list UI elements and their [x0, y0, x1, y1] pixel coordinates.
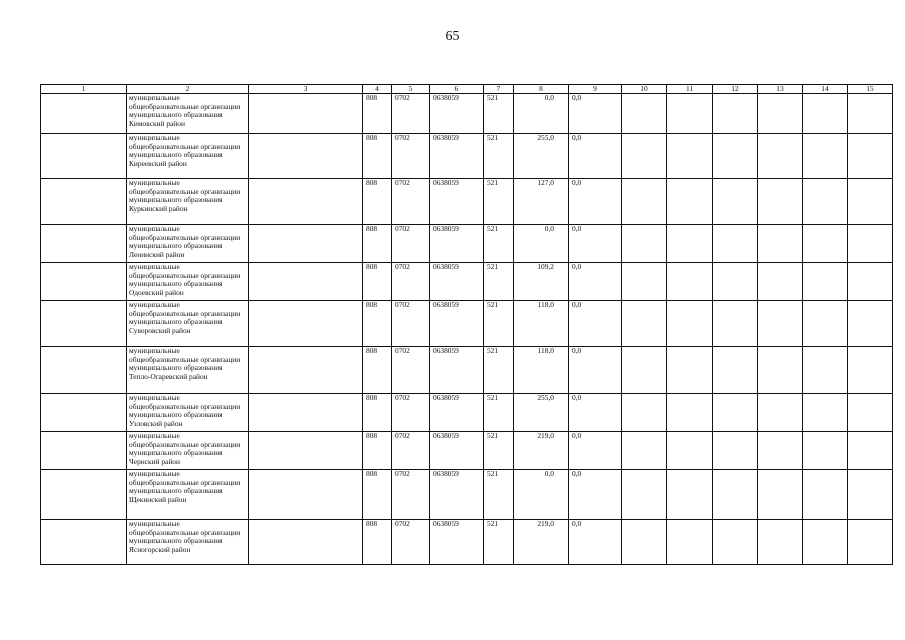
- cell-c6: 0638059: [430, 520, 484, 565]
- cell-c5: 0702: [392, 394, 430, 432]
- empty-cell: [713, 347, 758, 394]
- table-row: [41, 134, 893, 179]
- empty-cell: [803, 263, 848, 301]
- cell-c9: 0,0: [569, 94, 622, 134]
- cell-c4: 808: [363, 347, 392, 394]
- cell-c7: 521: [484, 179, 514, 225]
- cell-c8: 219,0: [514, 520, 569, 565]
- cell-c7: 521: [484, 225, 514, 263]
- cell-name: муниципальные общеобразовательные организации муниципального образования Суворовский район: [127, 301, 249, 347]
- cell-c7: 521: [484, 432, 514, 470]
- empty-cell: [41, 263, 127, 301]
- empty-cell: [622, 301, 667, 347]
- header-cell: 9: [569, 85, 622, 94]
- empty-cell: [758, 225, 803, 263]
- cell-name: муниципальные общеобразовательные организации муниципального образования Чернский район: [127, 432, 249, 470]
- header-cell: 8: [514, 85, 569, 94]
- cell-name: муниципальные общеобразовательные организации муниципального образования Одоевский район: [127, 263, 249, 301]
- empty-cell: [622, 263, 667, 301]
- empty-cell: [848, 263, 893, 301]
- cell-c6: 0638059: [430, 134, 484, 179]
- budget-table: [40, 84, 893, 565]
- empty-cell: [667, 263, 713, 301]
- header-cell: 13: [758, 85, 803, 94]
- table-row: [41, 301, 893, 347]
- header-cell: 3: [249, 85, 363, 94]
- cell-c6: 0638059: [430, 432, 484, 470]
- empty-cell: [41, 94, 127, 134]
- empty-cell: [249, 347, 363, 394]
- table-row: [41, 394, 893, 432]
- cell-c9: 0,0: [569, 263, 622, 301]
- table-row: [41, 347, 893, 394]
- cell-c5: 0702: [392, 470, 430, 520]
- header-cell: 14: [803, 85, 848, 94]
- header-cell: 6: [430, 85, 484, 94]
- empty-cell: [667, 470, 713, 520]
- empty-cell: [848, 225, 893, 263]
- empty-cell: [758, 520, 803, 565]
- cell-c7: 521: [484, 394, 514, 432]
- header-row: [41, 85, 893, 94]
- empty-cell: [622, 520, 667, 565]
- empty-cell: [848, 94, 893, 134]
- empty-cell: [848, 520, 893, 565]
- empty-cell: [41, 347, 127, 394]
- cell-c6: 0638059: [430, 179, 484, 225]
- empty-cell: [41, 301, 127, 347]
- empty-cell: [249, 394, 363, 432]
- empty-cell: [803, 179, 848, 225]
- cell-c9: 0,0: [569, 470, 622, 520]
- cell-c7: 521: [484, 134, 514, 179]
- cell-c5: 0702: [392, 520, 430, 565]
- empty-cell: [622, 394, 667, 432]
- empty-cell: [667, 225, 713, 263]
- empty-cell: [41, 520, 127, 565]
- empty-cell: [713, 520, 758, 565]
- empty-cell: [803, 347, 848, 394]
- cell-c8: 127,0: [514, 179, 569, 225]
- header-cell: 12: [713, 85, 758, 94]
- empty-cell: [249, 179, 363, 225]
- cell-c6: 0638059: [430, 470, 484, 520]
- empty-cell: [713, 301, 758, 347]
- cell-c9: 0,0: [569, 520, 622, 565]
- cell-c8: 255,0: [514, 394, 569, 432]
- empty-cell: [713, 94, 758, 134]
- empty-cell: [803, 432, 848, 470]
- empty-cell: [803, 94, 848, 134]
- cell-c9: 0,0: [569, 432, 622, 470]
- empty-cell: [758, 94, 803, 134]
- cell-c7: 521: [484, 263, 514, 301]
- empty-cell: [667, 520, 713, 565]
- cell-c4: 808: [363, 470, 392, 520]
- cell-c8: 109,2: [514, 263, 569, 301]
- cell-c9: 0,0: [569, 134, 622, 179]
- cell-c5: 0702: [392, 263, 430, 301]
- empty-cell: [848, 394, 893, 432]
- empty-cell: [667, 394, 713, 432]
- empty-cell: [249, 94, 363, 134]
- empty-cell: [803, 520, 848, 565]
- cell-c5: 0702: [392, 179, 430, 225]
- empty-cell: [622, 432, 667, 470]
- cell-c8: 219,0: [514, 432, 569, 470]
- empty-cell: [622, 134, 667, 179]
- cell-c6: 0638059: [430, 347, 484, 394]
- empty-cell: [622, 179, 667, 225]
- header-cell: 4: [363, 85, 392, 94]
- table-row: [41, 432, 893, 470]
- cell-c6: 0638059: [430, 394, 484, 432]
- cell-c7: 521: [484, 347, 514, 394]
- table-row: [41, 470, 893, 520]
- cell-c6: 0638059: [430, 225, 484, 263]
- empty-cell: [622, 470, 667, 520]
- empty-cell: [41, 432, 127, 470]
- empty-cell: [249, 134, 363, 179]
- cell-c5: 0702: [392, 301, 430, 347]
- cell-c6: 0638059: [430, 263, 484, 301]
- cell-c7: 521: [484, 470, 514, 520]
- empty-cell: [848, 134, 893, 179]
- empty-cell: [41, 225, 127, 263]
- empty-cell: [249, 263, 363, 301]
- cell-name: муниципальные общеобразовательные организации муниципального образования Ясногорский район: [127, 520, 249, 565]
- empty-cell: [622, 94, 667, 134]
- cell-c8: 255,0: [514, 134, 569, 179]
- empty-cell: [622, 347, 667, 394]
- cell-name: муниципальные общеобразовательные организации муниципального образования Тепло-Огаревский район: [127, 347, 249, 394]
- cell-c8: 0,0: [514, 470, 569, 520]
- cell-name: муниципальные общеобразовательные организации муниципального образования Киреевский район: [127, 134, 249, 179]
- cell-c4: 808: [363, 134, 392, 179]
- empty-cell: [41, 179, 127, 225]
- empty-cell: [249, 225, 363, 263]
- header-cell: 10: [622, 85, 667, 94]
- cell-c4: 808: [363, 263, 392, 301]
- empty-cell: [667, 94, 713, 134]
- cell-c4: 808: [363, 94, 392, 134]
- cell-c9: 0,0: [569, 347, 622, 394]
- table-row: [41, 520, 893, 565]
- empty-cell: [41, 394, 127, 432]
- cell-c4: 808: [363, 301, 392, 347]
- empty-cell: [758, 347, 803, 394]
- empty-cell: [713, 225, 758, 263]
- empty-cell: [249, 301, 363, 347]
- empty-cell: [667, 301, 713, 347]
- table-row: [41, 94, 893, 134]
- page-number: 65: [445, 29, 460, 44]
- empty-cell: [758, 263, 803, 301]
- cell-name: муниципальные общеобразовательные организации муниципального образования Щекинский район: [127, 470, 249, 520]
- empty-cell: [667, 432, 713, 470]
- empty-cell: [758, 394, 803, 432]
- cell-c8: 0,0: [514, 225, 569, 263]
- cell-c4: 808: [363, 432, 392, 470]
- empty-cell: [848, 301, 893, 347]
- empty-cell: [758, 301, 803, 347]
- cell-c5: 0702: [392, 432, 430, 470]
- empty-cell: [803, 134, 848, 179]
- cell-c7: 521: [484, 301, 514, 347]
- header-cell: 2: [127, 85, 249, 94]
- cell-c5: 0702: [392, 225, 430, 263]
- cell-c9: 0,0: [569, 394, 622, 432]
- cell-c4: 808: [363, 394, 392, 432]
- cell-name: муниципальные общеобразовательные организации муниципального образования Куркинский район: [127, 179, 249, 225]
- empty-cell: [713, 432, 758, 470]
- empty-cell: [848, 347, 893, 394]
- cell-c7: 521: [484, 520, 514, 565]
- cell-name: муниципальные общеобразовательные организации муниципального образования Ленинский район: [127, 225, 249, 263]
- cell-c6: 0638059: [430, 94, 484, 134]
- empty-cell: [803, 225, 848, 263]
- cell-name: муниципальные общеобразовательные организации муниципального образования Узловский район: [127, 394, 249, 432]
- cell-c8: 118,0: [514, 301, 569, 347]
- empty-cell: [41, 134, 127, 179]
- cell-c5: 0702: [392, 347, 430, 394]
- header-cell: 5: [392, 85, 430, 94]
- empty-cell: [758, 134, 803, 179]
- cell-name: муниципальные общеобразовательные организации муниципального образования Кимовский район: [127, 94, 249, 134]
- empty-cell: [667, 134, 713, 179]
- empty-cell: [713, 179, 758, 225]
- empty-cell: [713, 134, 758, 179]
- header-cell: 7: [484, 85, 514, 94]
- cell-c4: 808: [363, 225, 392, 263]
- empty-cell: [667, 179, 713, 225]
- empty-cell: [803, 394, 848, 432]
- table-row: [41, 225, 893, 263]
- cell-c8: 118,0: [514, 347, 569, 394]
- cell-c5: 0702: [392, 134, 430, 179]
- empty-cell: [758, 470, 803, 520]
- table-row: [41, 179, 893, 225]
- header-cell: 1: [41, 85, 127, 94]
- empty-cell: [622, 225, 667, 263]
- cell-c9: 0,0: [569, 225, 622, 263]
- empty-cell: [713, 470, 758, 520]
- cell-c4: 808: [363, 179, 392, 225]
- cell-c4: 808: [363, 520, 392, 565]
- empty-cell: [848, 470, 893, 520]
- cell-c7: 521: [484, 94, 514, 134]
- empty-cell: [713, 263, 758, 301]
- header-cell: 15: [848, 85, 893, 94]
- empty-cell: [667, 347, 713, 394]
- cell-c5: 0702: [392, 94, 430, 134]
- empty-cell: [713, 394, 758, 432]
- empty-cell: [803, 301, 848, 347]
- empty-cell: [758, 179, 803, 225]
- empty-cell: [848, 179, 893, 225]
- cell-c8: 0,0: [514, 94, 569, 134]
- cell-c9: 0,0: [569, 301, 622, 347]
- empty-cell: [758, 432, 803, 470]
- empty-cell: [41, 470, 127, 520]
- table-row: [41, 263, 893, 301]
- empty-cell: [249, 432, 363, 470]
- cell-c9: 0,0: [569, 179, 622, 225]
- empty-cell: [249, 470, 363, 520]
- empty-cell: [803, 470, 848, 520]
- empty-cell: [249, 520, 363, 565]
- empty-cell: [848, 432, 893, 470]
- header-cell: 11: [667, 85, 713, 94]
- cell-c6: 0638059: [430, 301, 484, 347]
